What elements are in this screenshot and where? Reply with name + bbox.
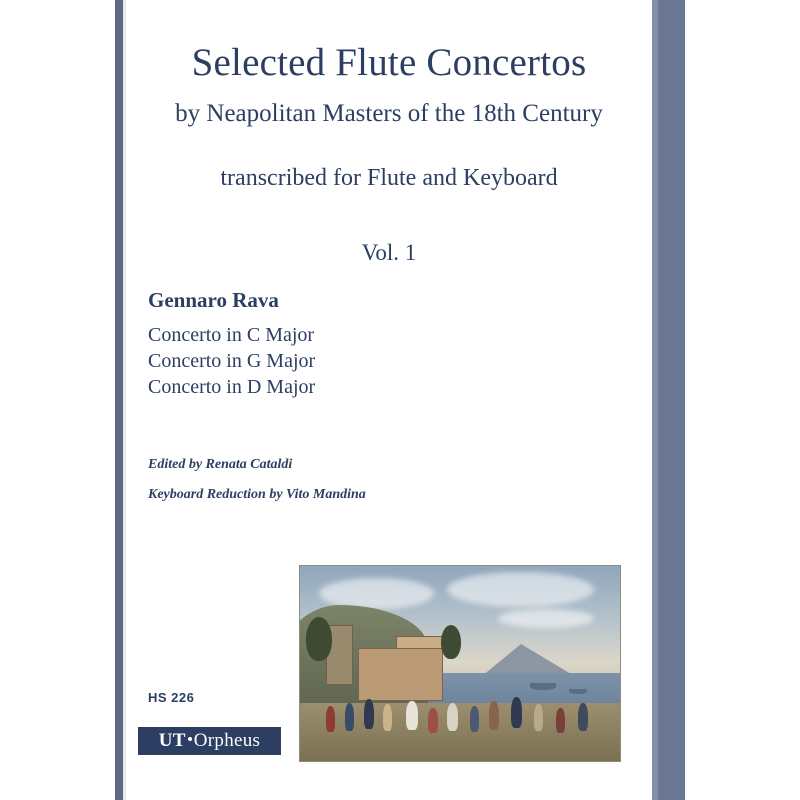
painting-figure <box>428 708 438 733</box>
publisher-logo-name: Orpheus <box>193 730 261 751</box>
composer-name: Gennaro Rava <box>148 288 279 312</box>
painting-sea <box>428 673 620 704</box>
editor-credit: Edited by Renata Cataldi <box>148 457 293 472</box>
painting-figure <box>383 704 392 731</box>
credits-block <box>148 450 366 510</box>
painting-figure <box>326 706 335 732</box>
painting-figure <box>447 703 458 731</box>
keyboard-reduction-credit: Keyboard Reduction by Vito Mandina <box>148 487 366 502</box>
list-item: Concerto in G Major <box>148 350 316 372</box>
book-spine <box>115 0 123 800</box>
painting-cloud <box>447 572 594 607</box>
painting-figure <box>364 699 374 729</box>
cover-illustration <box>299 565 621 762</box>
cover-content <box>126 0 652 800</box>
painting-boat <box>569 689 587 694</box>
painting-boat <box>530 683 556 690</box>
painting-figure <box>470 706 479 732</box>
page-title: Selected Flute Concertos <box>191 41 587 84</box>
painting-figure <box>489 701 499 730</box>
publisher-logo-prefix: UT <box>158 730 186 751</box>
painting-figure <box>578 703 588 731</box>
painting-tree <box>441 625 461 659</box>
list-item: Concerto in C Major <box>148 324 315 346</box>
publisher-logo <box>138 727 281 755</box>
page-edge-highlight <box>652 0 658 800</box>
painting-figure <box>556 708 565 733</box>
catalog-number: HS 226 <box>148 690 195 705</box>
list-item: Concerto in D Major <box>148 376 316 398</box>
works-list <box>148 322 315 400</box>
painting-figure <box>406 701 418 730</box>
publisher-logo-dot-icon <box>188 737 192 741</box>
painting-figure <box>345 703 354 731</box>
painting-figure <box>511 697 522 728</box>
painting-tree <box>306 617 332 661</box>
cover-subtitle: by Neapolitan Masters of the 18th Century <box>175 100 603 127</box>
volume-label: Vol. 1 <box>361 240 417 265</box>
painting-building <box>358 648 443 701</box>
cover-transcription-note: transcribed for Flute and Keyboard <box>220 165 558 191</box>
painting-figure <box>534 704 543 731</box>
